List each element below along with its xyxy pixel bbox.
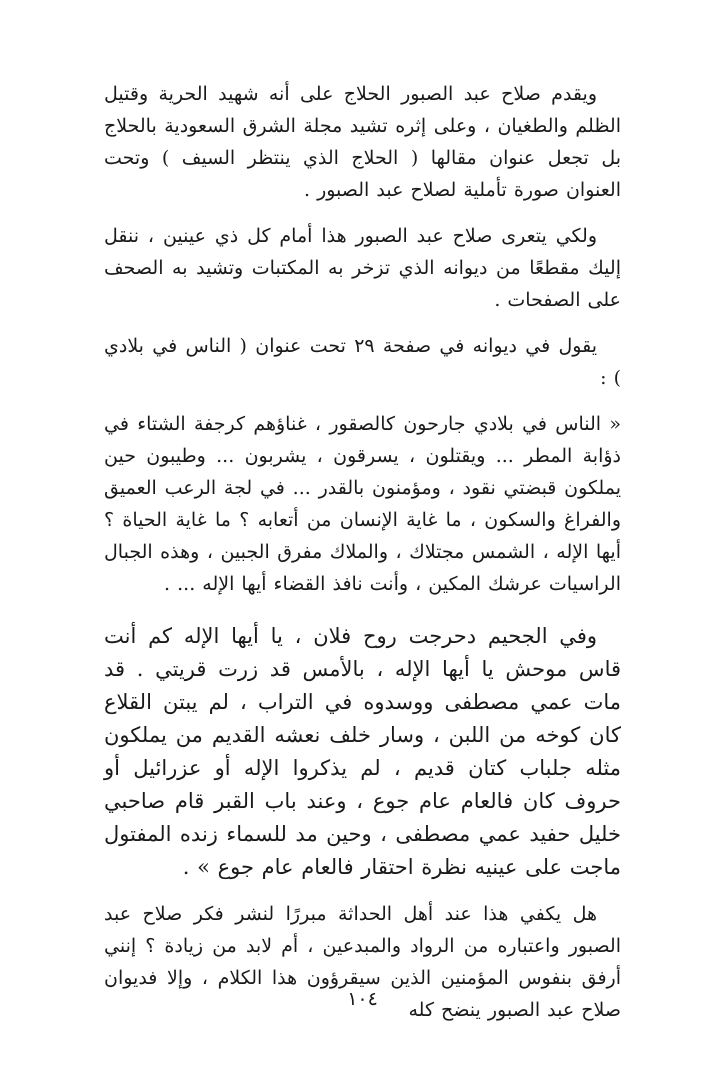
paragraph-spacer [104, 884, 621, 898]
paragraph-spacer [104, 394, 621, 408]
poem-quote-part-2: وفي الجحيم دحرجت روح فلان ، يا أيها الإله كم أنت قاس موحش يا أيها الإله ، بالأمس قد زرت قريتي . قد مات عمي مصطفى ووسدوه في التراب ، لم يبتن القلاع كان كوخه من اللبن ، وسار خلف نعشه القديم من يملكون مثله جلباب كتان قديم ، لم يذكروا الإله أو عزرائيل أو حروف كان فالعام عام جوع ، وعند باب القبر قام صاحبي خليل حفيد عمي مصطفى ، وحين مد للسماء زنده المفتول ماجت على عينيه نظرة احتقار فالعام عام جوع » . [104, 624, 621, 879]
poem-quote-part-1: « الناس في بلادي جارحون كالصقور ، غناؤهم كرجفة الشتاء في ذؤابة المطر ... ويقتلون ، يسرقون ، يشربون ... وطيبون حين يملكون قبضتي نقود ، ومؤمنون بالقدر ... في لجة الرعب العميق والفراغ والسكون ، ما غاية الإنسان من أتعابه ؟ ما غاية الحياة ؟ أيها الإله ، الشمس مجتلاك ، والملاك مفرق الجبين ، وهذه الجبال الراسيات عرشك المكين ، وأنت نافذ القضاء أيها الإله ... . [104, 413, 621, 595]
paragraph-exposure: ولكي يتعرى صلاح عبد الصبور هذا أمام كل ذي عينين ، ننقل إليك مقطعًا من ديوانه الذي تزخر به المكتبات وتشيد به الصحف على الصفحات . [104, 225, 621, 311]
paragraph-citation: يقول في ديوانه في صفحة ٢٩ تحت عنوان ( الناس في بلادي ) : [104, 335, 621, 389]
paragraph-spacer [104, 600, 621, 620]
paragraph-spacer [104, 316, 621, 330]
body-text [104, 78, 621, 1026]
page-number: ١٠٤ [347, 988, 378, 1010]
paragraph-intro: ويقدم صلاح عبد الصبور الحلاج على أنه شهيد الحرية وقتيل الظلم والطغيان ، وعلى إثره تشيد مجلة الشرق السعودية بالحلاج بل تجعل عنوان مقالها ( الحلاج الذي ينتظر السيف ) وتحت العنوان صورة تأملية لصلاح عبد الصبور . [104, 83, 621, 201]
paragraph-conclusion: هل يكفي هذا عند أهل الحداثة مبررًا لنشر فكر صلاح عبد الصبور واعتباره من الرواد والمبدعين ، أم لابد من زيادة ؟ إنني أرفق بنفوس المؤمنين الذين سيقرؤون هذا الكلام ، وإلا فديوان صلاح عبد الصبور ينضح كله [104, 903, 621, 1021]
paragraph-spacer [104, 206, 621, 220]
